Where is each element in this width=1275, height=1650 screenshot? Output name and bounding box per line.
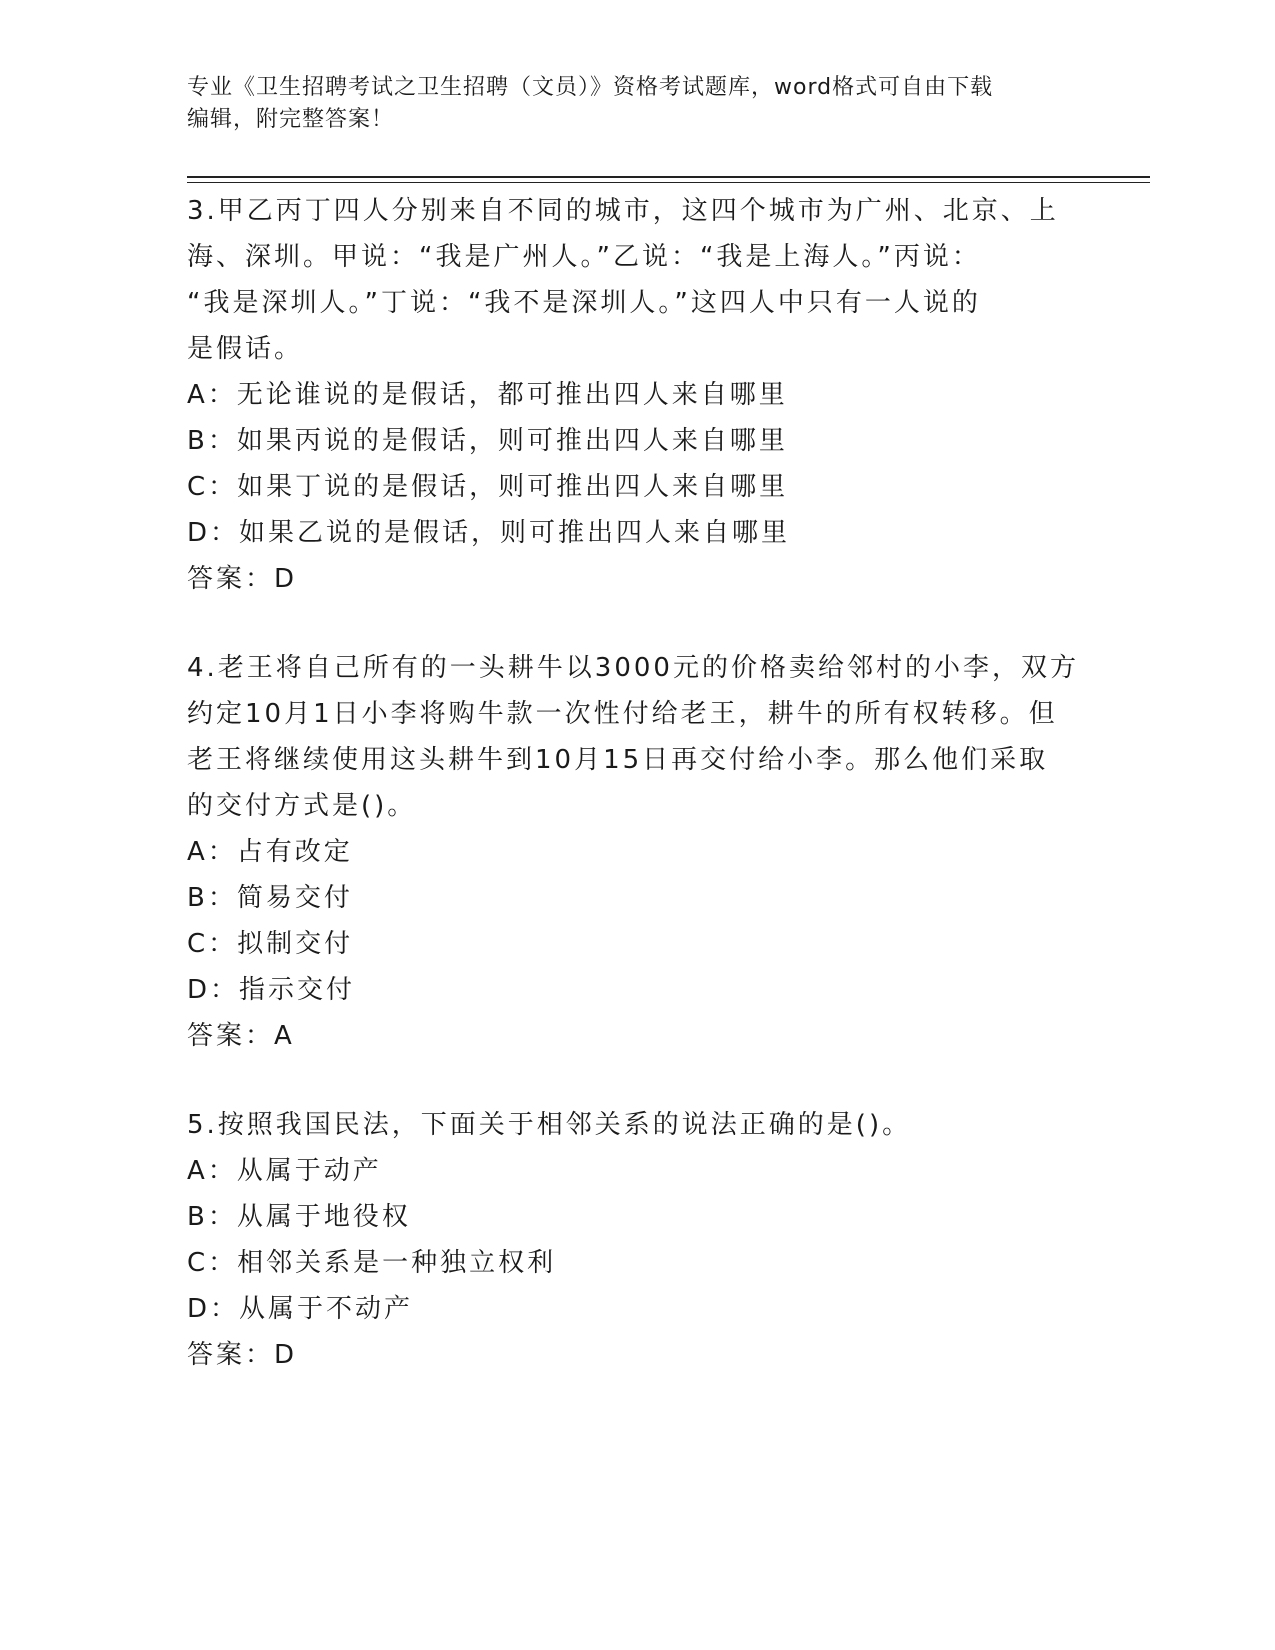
question-stem-line: “我是深圳人。”丁说：“我不是深圳人。”这四人中只有一人说的	[187, 288, 981, 318]
question-5	[187, 1102, 1087, 1378]
document-header	[187, 72, 1087, 136]
question-stem-line: 老王将继续使用这头耕牛到10月15日再交付给小李。那么他们采取	[187, 745, 1049, 775]
header-divider-thin	[187, 182, 1150, 183]
option-d: D：从属于不动产	[187, 1294, 414, 1324]
question-stem-line: 5.按照我国民法，下面关于相邻关系的说法正确的是()。	[187, 1110, 912, 1140]
question-stem-line: 约定10月1日小李将购牛款一次性付给老王，耕牛的所有权转移。但	[187, 699, 1058, 729]
option-b: B：简易交付	[187, 883, 353, 913]
header-divider-thick	[187, 176, 1150, 178]
option-a: A：无论谁说的是假话，都可推出四人来自哪里	[187, 380, 788, 410]
option-b: B：如果丙说的是假话，则可推出四人来自哪里	[187, 426, 788, 456]
option-d: D：如果乙说的是假话，则可推出四人来自哪里	[187, 518, 791, 548]
header-line-1: 专业《卫生招聘考试之卫生招聘（文员）》资格考试题库，word格式可自由下载	[187, 75, 994, 100]
question-4	[187, 645, 1087, 1059]
option-a: A：占有改定	[187, 837, 353, 867]
option-b: B：从属于地役权	[187, 1202, 411, 1232]
question-stem-line: 4.老王将自己所有的一头耕牛以3000元的价格卖给邻村的小李，双方	[187, 653, 1079, 683]
question-stem-line: 的交付方式是()。	[187, 791, 417, 821]
option-c: C：相邻关系是一种独立权利	[187, 1248, 557, 1278]
option-c: C：如果丁说的是假话，则可推出四人来自哪里	[187, 472, 789, 502]
answer-line: 答案：A	[187, 1021, 295, 1051]
answer-line: 答案：D	[187, 564, 298, 594]
question-stem-line: 海、深圳。甲说：“我是广州人。”乙说：“我是上海人。”丙说：	[187, 242, 981, 272]
option-d: D：指示交付	[187, 975, 356, 1005]
option-c: C：拟制交付	[187, 929, 354, 959]
answer-line: 答案：D	[187, 1340, 298, 1370]
question-3	[187, 188, 1087, 602]
question-stem-line: 是假话。	[187, 334, 304, 364]
option-a: A：从属于动产	[187, 1156, 382, 1186]
question-stem-line: 3.甲乙丙丁四人分别来自不同的城市，这四个城市为广州、北京、上	[187, 196, 1059, 226]
header-line-2: 编辑，附完整答案！	[187, 107, 395, 132]
